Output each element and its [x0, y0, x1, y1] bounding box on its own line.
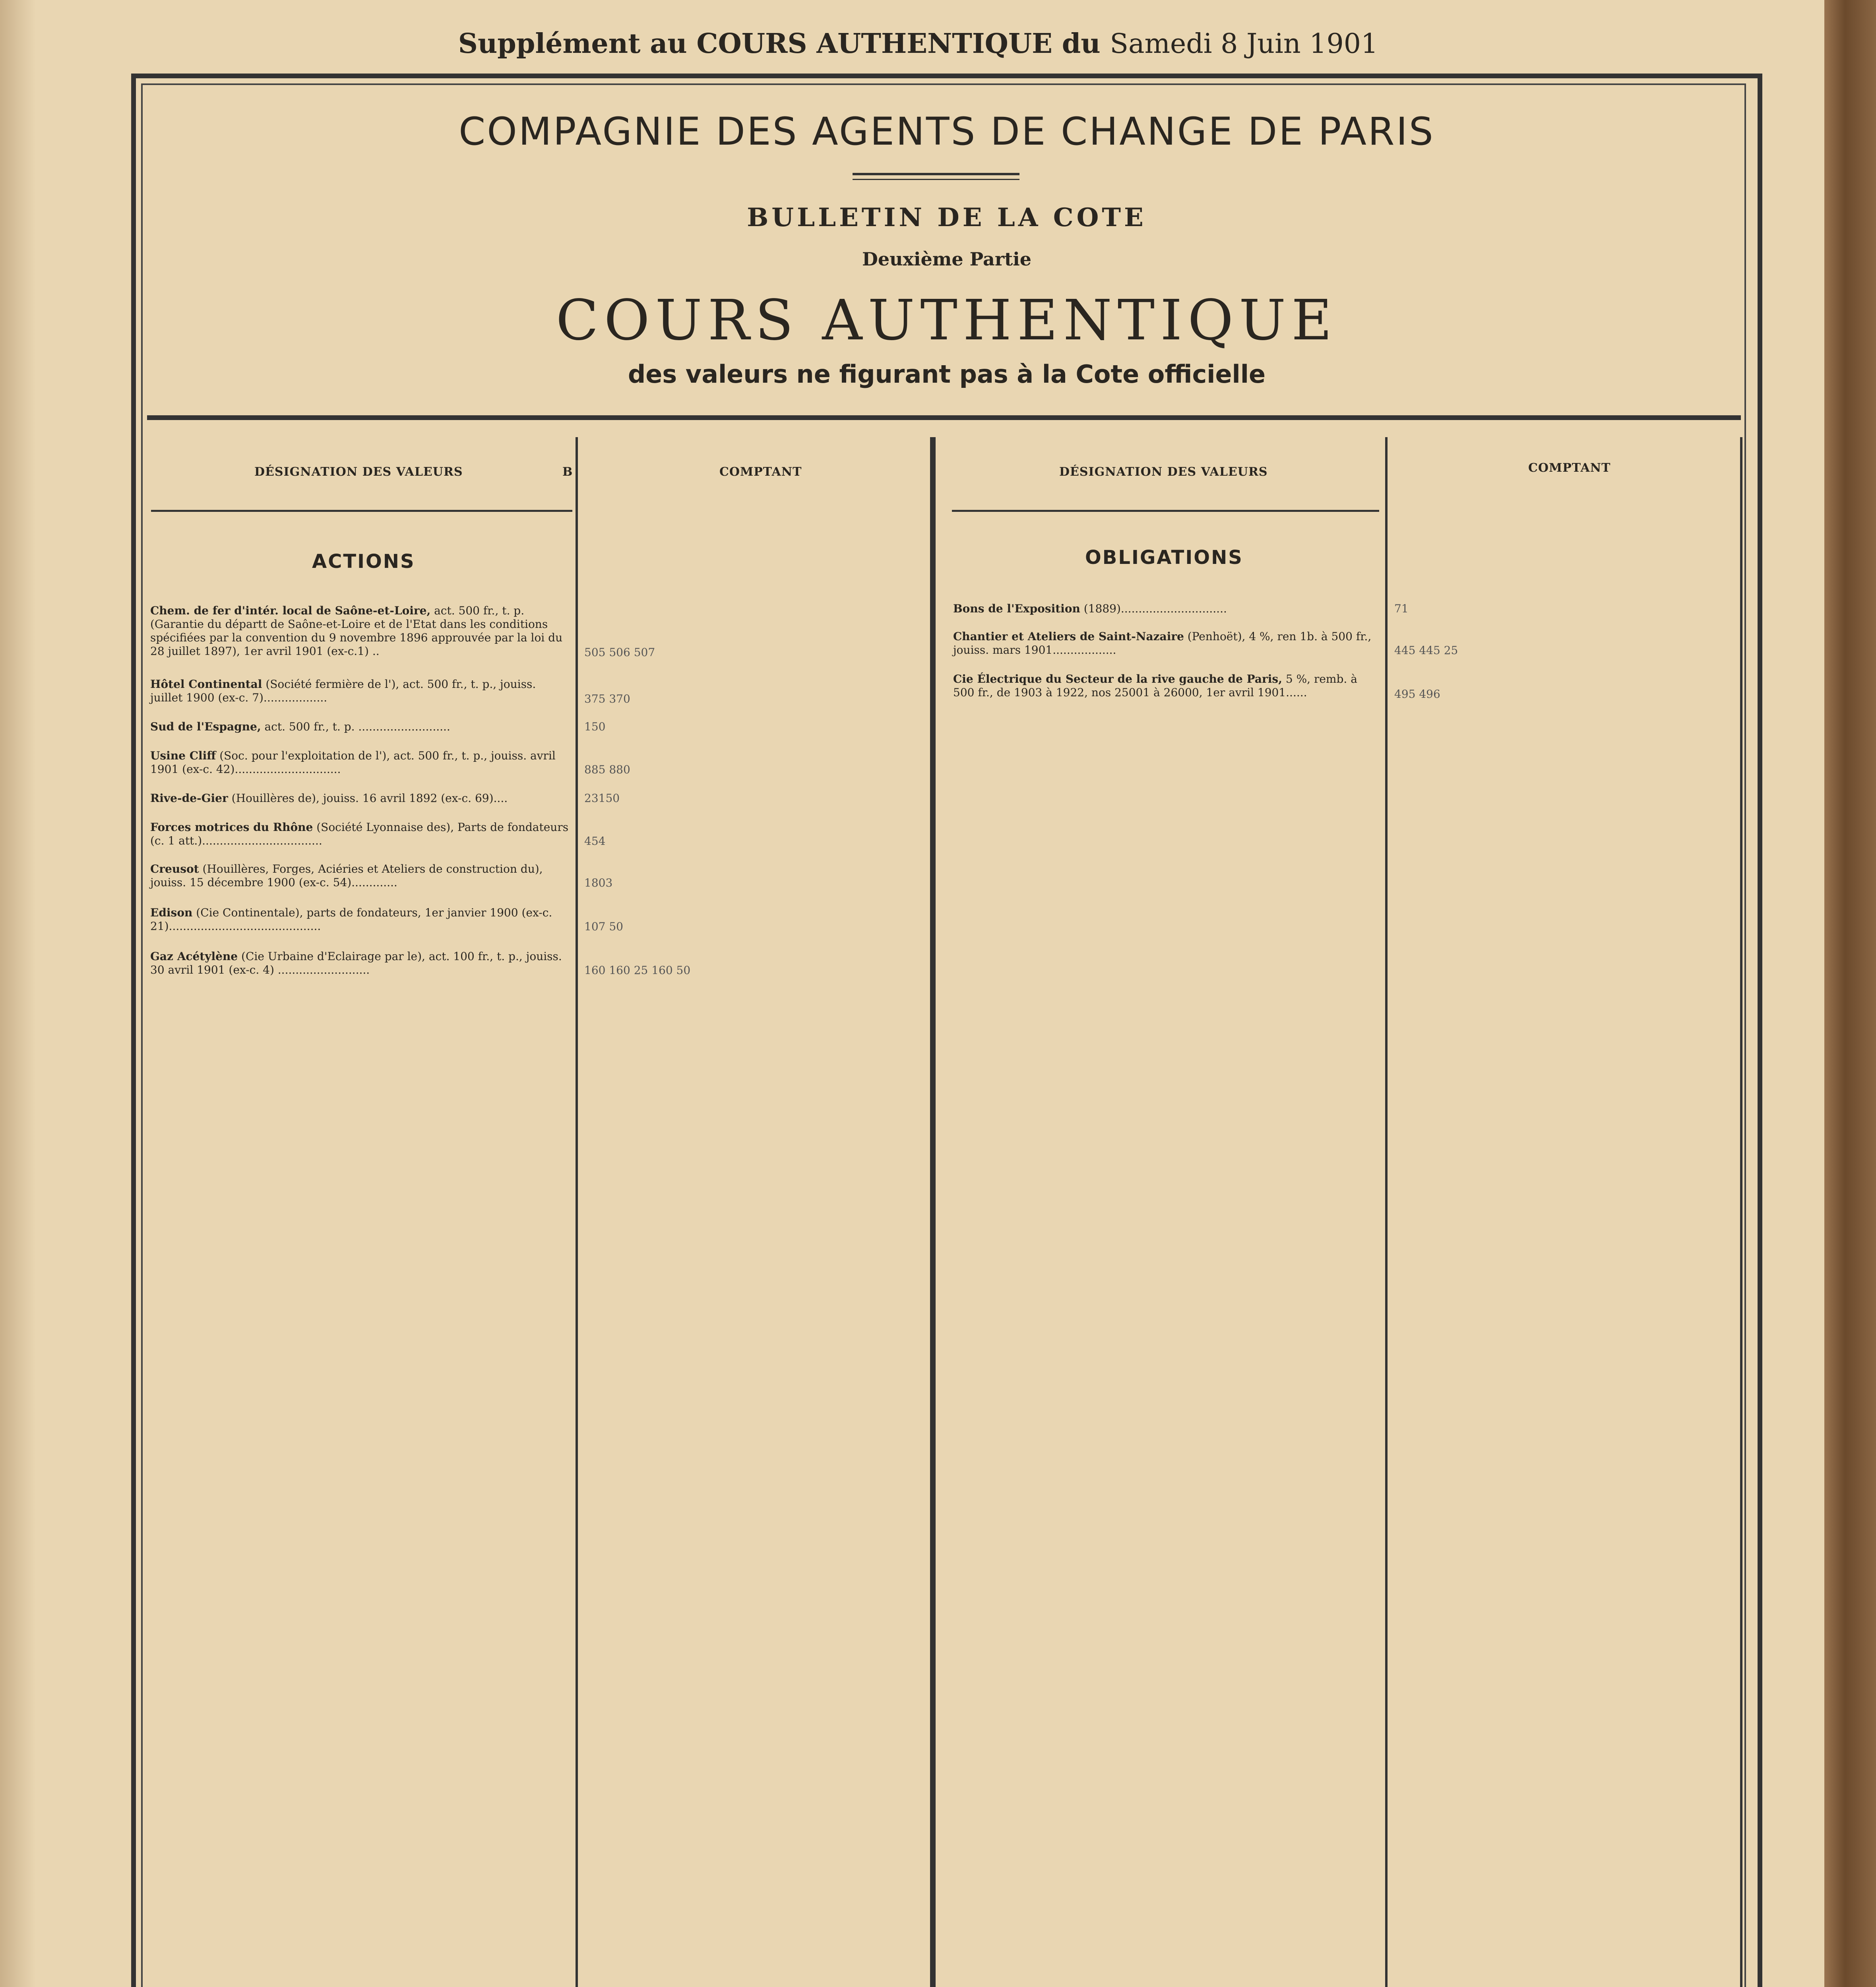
obligation-price: 495 496	[1394, 688, 1440, 701]
subtitle: des valeurs ne figurant pas à la Cote officielle	[628, 360, 1266, 389]
action-row: Gaz Acétylène (Cie Urbaine d'Eclairage par le), act. 100 fr., t. p., jouiss. 30 avril 1901 (ex-c. 4) ..........................	[150, 950, 562, 976]
header-underline-1	[151, 510, 572, 512]
header-underline-2	[952, 510, 1379, 512]
action-price: 454	[584, 835, 606, 848]
obligation-price: 445 445 25	[1394, 644, 1458, 657]
company-title: COMPAGNIE DES AGENTS DE CHANGE DE PARIS	[459, 109, 1435, 154]
partie-label: Deuxième Partie	[862, 248, 1032, 270]
action-row: Edison (Cie Continentale), parts de fondateurs, 1er janvier 1900 (ex-c. 21)...........................................	[150, 906, 552, 933]
cours-authentique-title: COURS AUTHENTIQUE	[556, 288, 1338, 353]
action-price: 1803	[584, 876, 613, 889]
action-price: 150	[584, 720, 606, 733]
action-price: 23150	[584, 792, 620, 805]
comptant-header-left: COMPTANT	[719, 465, 802, 479]
supplement-prefix: Supplément au	[458, 28, 687, 60]
action-row: Chem. de fer d'intér. local de Saône-et-Loire, act. 500 fr., t. p. (Garantie du départt de Saône-et-Loire et de l'Etat dans les conditions spécifiées par la convention du 9 novembre 1896 approuvée par la loi du 28 juillet 1897), 1er avril 1901 (ex-c.1) ..	[150, 604, 563, 658]
supplement-du: du	[1062, 28, 1101, 60]
comptant-header-right: COMPTANT	[1528, 461, 1611, 475]
col-divider-center	[930, 437, 936, 1987]
obligation-row: Cie Électrique du Secteur de la rive gauche de Paris, 5 %, remb. à 500 fr., de 1903 à 1922, nos 25001 à 26000, 1er avril 1901......	[953, 672, 1357, 699]
designation-header-right: DÉSIGNATION DES VALEURS	[1059, 465, 1268, 479]
action-row: Forces motrices du Rhône (Société Lyonnaise des), Parts de fondateurs (c. 1 att.)..................................	[150, 821, 569, 847]
col-divider-right	[1740, 437, 1742, 1987]
supplement-date: Samedi 8 Juin 1901	[1110, 28, 1378, 60]
action-row: Creusot (Houillères, Forges, Aciéries et Ateliers de construction du), jouiss. 15 décembre 1900 (ex-c. 54).............	[150, 862, 543, 889]
top-table-rule	[147, 415, 1741, 420]
title-rule-1	[853, 173, 1019, 175]
action-price: 107 50	[584, 920, 623, 933]
action-price: 375 370	[584, 692, 630, 705]
col-divider-3	[1385, 437, 1388, 1987]
action-price: 885 880	[584, 763, 630, 776]
action-price: 160 160 25 160 50	[584, 964, 691, 977]
action-row: Sud de l'Espagne, act. 500 fr., t. p. ..........................	[150, 720, 450, 733]
actions-title: ACTIONS	[312, 550, 415, 573]
action-row: Hôtel Continental (Société fermière de l'), act. 500 fr., t. p., jouiss. juillet 1900 (ex-c. 7)..................	[150, 678, 536, 704]
obligation-row: Bons de l'Exposition (1889)..............................	[953, 602, 1227, 615]
obligations-title: OBLIGATIONS	[1085, 546, 1243, 569]
page-left-edge	[0, 0, 36, 1987]
action-row: Rive-de-Gier (Houillères de), jouiss. 16 avril 1892 (ex-c. 69)....	[150, 792, 508, 805]
title-rule-2	[853, 179, 1019, 180]
obligation-row: Chantier et Ateliers de Saint-Nazaire (Penhoët), 4 %, ren 1b. à 500 fr., jouiss. mars 1901..................	[953, 630, 1372, 657]
supplement-line	[0, 28, 1836, 60]
action-price: 505 506 507	[584, 646, 655, 659]
designation-header-left: DÉSIGNATION DES VALEURS	[254, 465, 463, 479]
action-row: Usine Cliff (Soc. pour l'exploitation de l'), act. 500 fr., t. p., jouiss. avril 1901 (ex-c. 42)..............................	[150, 749, 556, 776]
bulletin-title: BULLETIN DE LA COTE	[747, 203, 1147, 232]
b-header: B	[562, 465, 573, 479]
obligation-price: 71	[1394, 602, 1409, 615]
book-spine	[1824, 0, 1876, 1987]
supplement-title: COURS AUTHENTIQUE	[696, 28, 1053, 60]
col-divider-1	[576, 437, 578, 1987]
